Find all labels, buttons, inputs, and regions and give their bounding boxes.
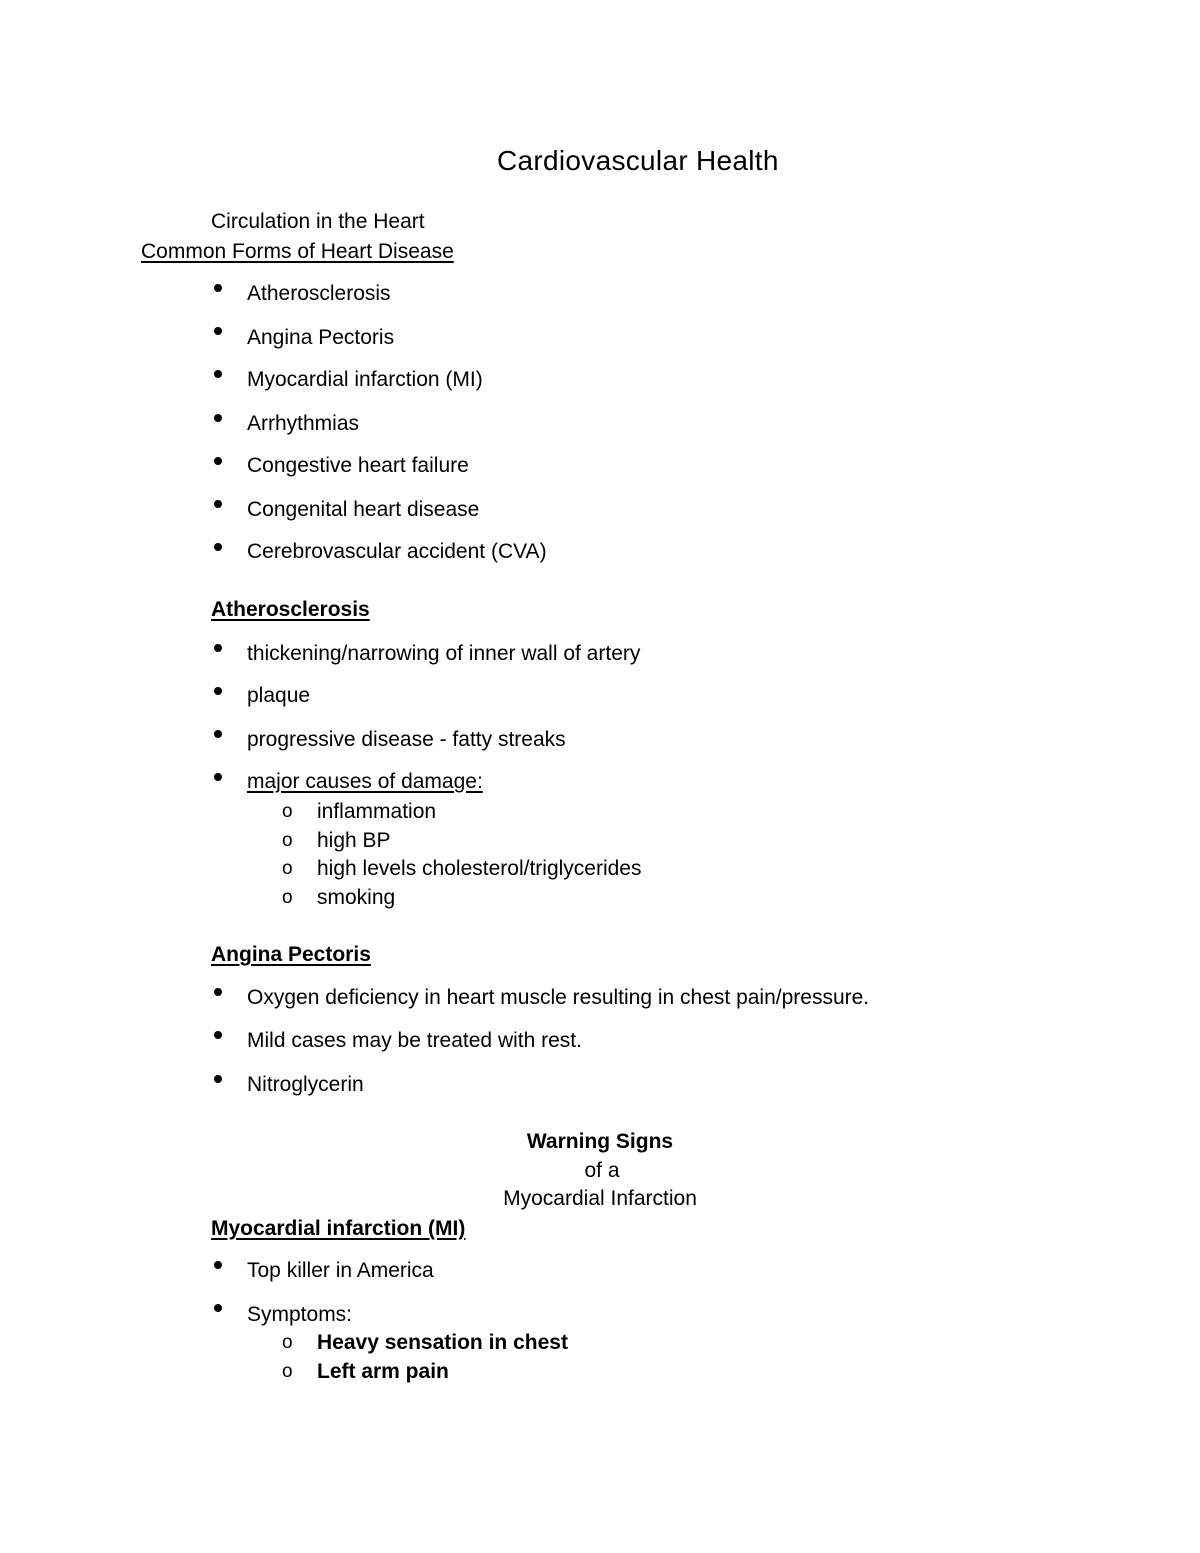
page-title: Cardiovascular Health (497, 145, 779, 176)
circulation-heading: Circulation in the Heart (211, 210, 425, 233)
list-item: Mild cases may be treated with rest. (247, 1029, 582, 1052)
bullet-icon (214, 773, 222, 781)
atherosclerosis-heading: Atherosclerosis (211, 598, 370, 621)
angina-heading: Angina Pectoris (211, 943, 371, 966)
list-item: Arrhythmias (247, 412, 360, 435)
list-item: thickening/narrowing of inner wall of artery (247, 642, 641, 665)
list-item: plaque (247, 684, 311, 707)
sub-list-item: Left arm pain (317, 1360, 449, 1383)
sub-list-item: inflammation (317, 800, 437, 823)
list-item: Atherosclerosis (247, 282, 391, 305)
warning-heading-line3: Myocardial Infarction (503, 1187, 697, 1210)
sub-list-item: high levels cholesterol/triglycerides (317, 857, 642, 880)
warning-heading-line1: Warning Signs (526, 1130, 674, 1153)
bullet-icon (214, 543, 222, 551)
list-item: Congestive heart failure (247, 454, 469, 477)
list-item: Symptoms: (247, 1303, 353, 1326)
sub-list-item: Heavy sensation in chest (317, 1331, 568, 1354)
list-item: Angina Pectoris (247, 326, 395, 349)
list-item: Oxygen deficiency in heart muscle resulting in chest pain/pressure. (247, 986, 870, 1009)
circle-bullet-icon: o (282, 1361, 293, 1382)
circle-bullet-icon: o (282, 887, 293, 908)
warning-heading-line2: of a (584, 1159, 620, 1182)
list-item: Top killer in America (247, 1259, 434, 1282)
mi-heading: Myocardial infarction (MI) (211, 1217, 466, 1240)
bullet-icon (214, 1075, 222, 1083)
list-item: Myocardial infarction (MI) (247, 368, 483, 391)
circle-bullet-icon: o (282, 830, 293, 851)
circle-bullet-icon: o (282, 801, 293, 822)
circle-bullet-icon: o (282, 858, 293, 879)
bullet-icon (214, 644, 222, 652)
sub-list-item: smoking (317, 886, 396, 909)
bullet-icon (214, 327, 222, 335)
list-item: progressive disease - fatty streaks (247, 728, 566, 751)
list-item: Congenital heart disease (247, 498, 480, 521)
bullet-icon (214, 730, 222, 738)
bullet-icon (214, 457, 222, 465)
bullet-icon (214, 414, 222, 422)
list-item: Nitroglycerin (247, 1073, 364, 1096)
bullet-icon (214, 500, 222, 508)
bullet-icon (214, 988, 222, 996)
circle-bullet-icon: o (282, 1332, 293, 1353)
bullet-icon (214, 370, 222, 378)
bullet-icon (214, 1261, 222, 1269)
bullet-icon (214, 284, 222, 292)
bullet-icon (214, 1304, 222, 1312)
bullet-icon (214, 687, 222, 695)
sub-list-item: high BP (317, 829, 391, 852)
bullet-icon (214, 1031, 222, 1039)
common-forms-heading: Common Forms of Heart Disease (141, 240, 454, 263)
list-item: Cerebrovascular accident (CVA) (247, 540, 547, 563)
list-item: major causes of damage: (247, 770, 483, 793)
